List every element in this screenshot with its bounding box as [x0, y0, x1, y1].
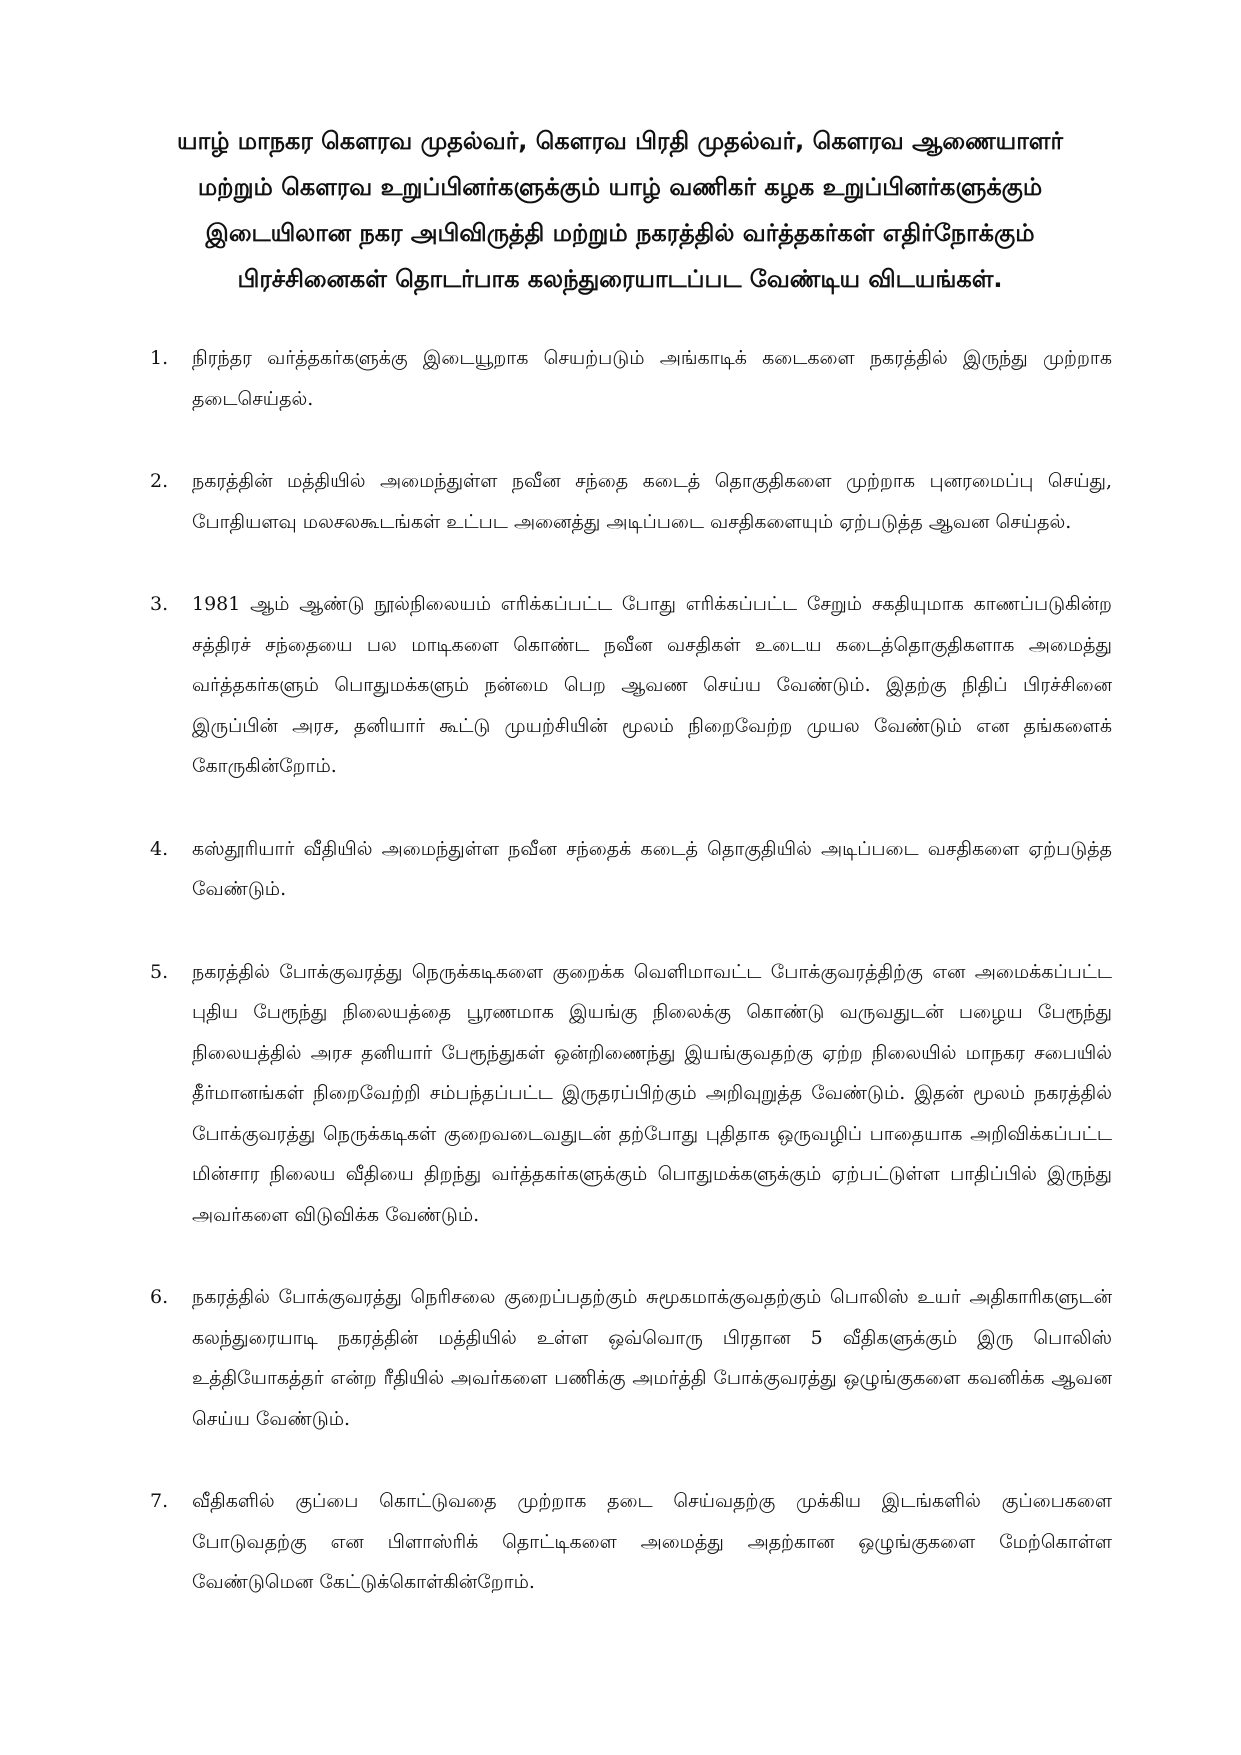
point-text: 1981 ஆம் ஆண்டு நூல்நிலையம் எரிக்கப்பட்ட போது எரிக்கப்பட்ட சேறும் சகதியுமாக காணப்படுகின்ற சத்திரச் சந்தையை பல மாடிகளை கொண்ட நவீன வசதிகள் உடைய கடைத்தொகுதிகளாக அமைத்து வர்த்தகர்களும் பொதுமக்களும் நன்மை பெற ஆவண செய்ய வேண்டும். இதற்கு நிதிப் பிரச்சினை இருப்பின் அரச, தனியார் கூட்டு முயற்சியின் மூலம் நிறைவேற்ற முயல வேண்டும் என தங்களைக் கோருகின்றோம்.	[192, 593, 1112, 777]
point-number: 1.	[150, 347, 169, 369]
discussion-point	[150, 338, 1112, 419]
discussion-points-list	[150, 338, 1112, 1645]
discussion-point	[150, 952, 1112, 1236]
point-number: 3.	[150, 593, 169, 615]
point-text: வீதிகளில் குப்பை கொட்டுவதை முற்றாக தடை செய்வதற்கு முக்கிய இடங்களில் குப்பைகளை போடுவதற்கு என பிளாஸ்ரிக் தொட்டிகளை அமைத்து அதற்கான ஒழுங்குகளை மேற்கொள்ள வேண்டுமென கேட்டுக்கொள்கின்றோம்.	[192, 1490, 1112, 1593]
point-text: நகரத்தில் போக்குவரத்து நெருக்கடிகளை குறைக்க வெளிமாவட்ட போக்குவரத்திற்கு என அமைக்கப்பட்ட புதிய பேரூந்து நிலையத்தை பூரணமாக இயங்கு நிலைக்கு கொண்டு வருவதுடன் பழைய பேரூந்து நிலையத்தில் அரச தனியார் பேரூந்துகள் ஒன்றிணைந்து இயங்குவதற்கு ஏற்ற நிலையில் மாநகர சபையில் தீர்மானங்கள் நிறைவேற்றி சம்பந்தப்பட்ட இருதரப்பிற்கும் அறிவுறுத்த வேண்டும். இதன் மூலம் நகரத்தில் போக்குவரத்து நெருக்கடிகள் குறைவடைவதுடன் தற்போது புதிதாக ஒருவழிப் பாதையாக அறிவிக்கப்பட்ட மின்சார நிலைய வீதியை திறந்து வர்த்தகர்களுக்கும் பொதுமக்களுக்கும் ஏற்பட்டுள்ள பாதிப்பில் இருந்து அவர்களை விடுவிக்க வேண்டும்.	[192, 960, 1112, 1226]
document-title: யாழ் மாநகர கௌரவ முதல்வர், கௌரவ பிரதி முதல்வர், கௌரவ ஆணையாளர் மற்றும் கௌரவ உறுப்பினர்களுக்கும் யாழ் வணிகர் கழக உறுப்பினர்களுக்கும் இடையிலான நகர அபிவிருத்தி மற்றும் நகரத்தில் வர்த்தகர்கள் எதிர்நோக்கும் பிரச்சினைகள் தொடர்பாக கலந்துரையாடப்பட வேண்டிய விடயங்கள்.	[177, 127, 1063, 293]
discussion-point	[150, 584, 1112, 787]
point-text: நிரந்தர வர்த்தகர்களுக்கு இடையூறாக செயற்படும் அங்காடிக் கடைகளை நகரத்தில் இருந்து முற்றாக தடைசெய்தல்.	[192, 347, 1112, 410]
discussion-point	[150, 1481, 1112, 1603]
point-number: 5.	[150, 960, 169, 983]
point-text: நகரத்தில் போக்குவரத்து நெரிசலை குறைப்பதற்கும் சுமூகமாக்குவதற்கும் பொலிஸ் உயர் அதிகாரிகளுடன் கலந்துரையாடி நகரத்தின் மத்தியில் உள்ள ஒவ்வொரு பிரதான 5 வீதிகளுக்கும் இரு பொலிஸ் உத்தியோகத்தர் என்ற ரீதியில் அவர்களை பணிக்கு அமர்த்தி போக்குவரத்து ஒழுங்குகளை கவனிக்க ஆவன செய்ய வேண்டும்.	[192, 1286, 1112, 1430]
discussion-point	[150, 461, 1112, 542]
point-number: 6.	[150, 1286, 169, 1308]
point-number: 4.	[150, 837, 169, 860]
point-number: 7.	[150, 1490, 169, 1512]
discussion-point	[150, 1277, 1112, 1439]
discussion-point	[150, 829, 1112, 910]
point-number: 2.	[150, 470, 169, 492]
point-text: கஸ்தூரியார் வீதியில் அமைந்துள்ள நவீன சந்தைக் கடைத் தொகுதியில் அடிப்படை வசதிகளை ஏற்படுத்த வேண்டும்.	[192, 837, 1112, 900]
point-text: நகரத்தின் மத்தியில் அமைந்துள்ள நவீன சந்தை கடைத் தொகுதிகளை முற்றாக புனரமைப்பு செய்து, போதியளவு மலசலகூடங்கள் உட்பட அனைத்து அடிப்படை வசதிகளையும் ஏற்படுத்த ஆவன செய்தல்.	[192, 470, 1112, 533]
